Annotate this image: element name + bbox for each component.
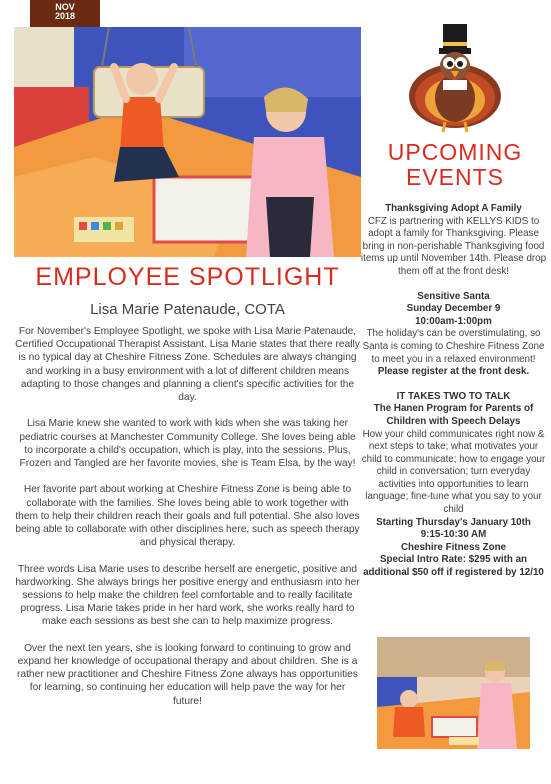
santa-cta: Please register at the front desk. bbox=[377, 366, 530, 378]
hanen-body: How your child communicates right now & next steps to take; what motivates your child to communicate; how to engage your child in conversation; turn everyday activities into opportunities to learn language; fine-tune what you say to your child bbox=[361, 428, 546, 516]
badge-month: NOV bbox=[55, 2, 75, 12]
spotlight-photo bbox=[14, 27, 361, 257]
hanen-program: The Hanen Program for Parents of Children with Speech Delays bbox=[373, 403, 534, 427]
spotlight-title: EMPLOYEE SPOTLIGHT bbox=[35, 263, 340, 291]
santa-body: The holiday's can be overstimulating, so Santa is coming to Cheshire Fitness Zone to meet you in a relaxed environment! bbox=[362, 328, 545, 365]
turkey-pilgrim-icon bbox=[403, 18, 507, 136]
events-title-line1: UPCOMING bbox=[387, 139, 523, 165]
events-photo bbox=[377, 637, 530, 749]
article-paragraph: Lisa Marie knew she wanted to work with kids when she was taking her pediatric courses at Manchester Community College. She loves being able to incorporate a child's occupation, which is play, into the sessions. Plus, Frozen and Tangled are her favorite movies, she is Team Elsa, by the way! bbox=[19, 418, 356, 470]
events-list bbox=[358, 203, 549, 580]
article-paragraph: Her favorite part about working at Cheshire Fitness Zone is being able to collaborate with the families. She loves being able to work together with them to help their children reach their goals and full potential. She also loves being able to collaborate with other disciplines here, such as speech therapy and physical therapy. bbox=[15, 484, 360, 549]
article-paragraph: Three words Lisa Marie uses to describe herself are energetic, positive and hardworking. She always brings her positive energy and enthusiasm into her sessions to help make the children feel comfortable and to really facilitate progress. Lisa Marie takes pride in her hard work, she works really hard to make each sessions as best she can to help maximize progress. bbox=[15, 563, 360, 628]
events-photo-art bbox=[377, 637, 530, 749]
article-paragraph: For November's Employee Spotlight, we spoke with Lisa Marie Patenaude, Certified Occupational Therapist Assistant. Lisa Marie states that there really is no typical day at Cheshire Fitness Zone. Schedules are always changing and working in a busy environment with a lot of different children means adapting to those changes and planning a client's specific activities for the day. bbox=[15, 326, 360, 404]
article-paragraph: Over the next ten years, she is looking forward to continuing to grow and expand her knowledge of occupational therapy and about children. She is a rather new practitioner and Cheshire Fitness Zone always has opportunities for learning, so continuing her education will help pave the way for her future! bbox=[17, 642, 358, 707]
spotlight-article bbox=[14, 325, 361, 721]
hanen-date: Starting Thursday's January 10th bbox=[376, 516, 531, 528]
santa-time: 10:00am-1:00pm bbox=[415, 315, 492, 327]
date-badge bbox=[30, 0, 100, 27]
adopt-heading: Thanksgiving Adopt A Family bbox=[385, 203, 522, 214]
spotlight-subtitle: Lisa Marie Patenaude, COTA bbox=[90, 301, 285, 318]
spotlight-photo-art bbox=[14, 27, 361, 257]
hanen-rate: Special Intro Rate: $295 with an additional $50 off if registered by 12/10 bbox=[363, 554, 544, 579]
events-title-line2: EVENTS bbox=[405, 164, 505, 190]
hanen-time: 9:15-10:30 AM bbox=[420, 529, 487, 541]
adopt-body: CFZ is partnering with KELLYS KIDS to adopt a family for Thanksgiving. Please bring in non-perishable Thanksgiving food items up until November 14th. Please drop them off at the front desk! bbox=[360, 215, 547, 277]
hanen-heading: IT TAKES TWO TO TALK bbox=[396, 390, 511, 402]
badge-year: 2018 bbox=[54, 11, 76, 22]
santa-heading: Sensitive Santa bbox=[417, 290, 490, 302]
santa-date: Sunday December 9 bbox=[406, 303, 501, 315]
events-title bbox=[365, 140, 545, 190]
hanen-location: Cheshire Fitness Zone bbox=[400, 541, 507, 553]
